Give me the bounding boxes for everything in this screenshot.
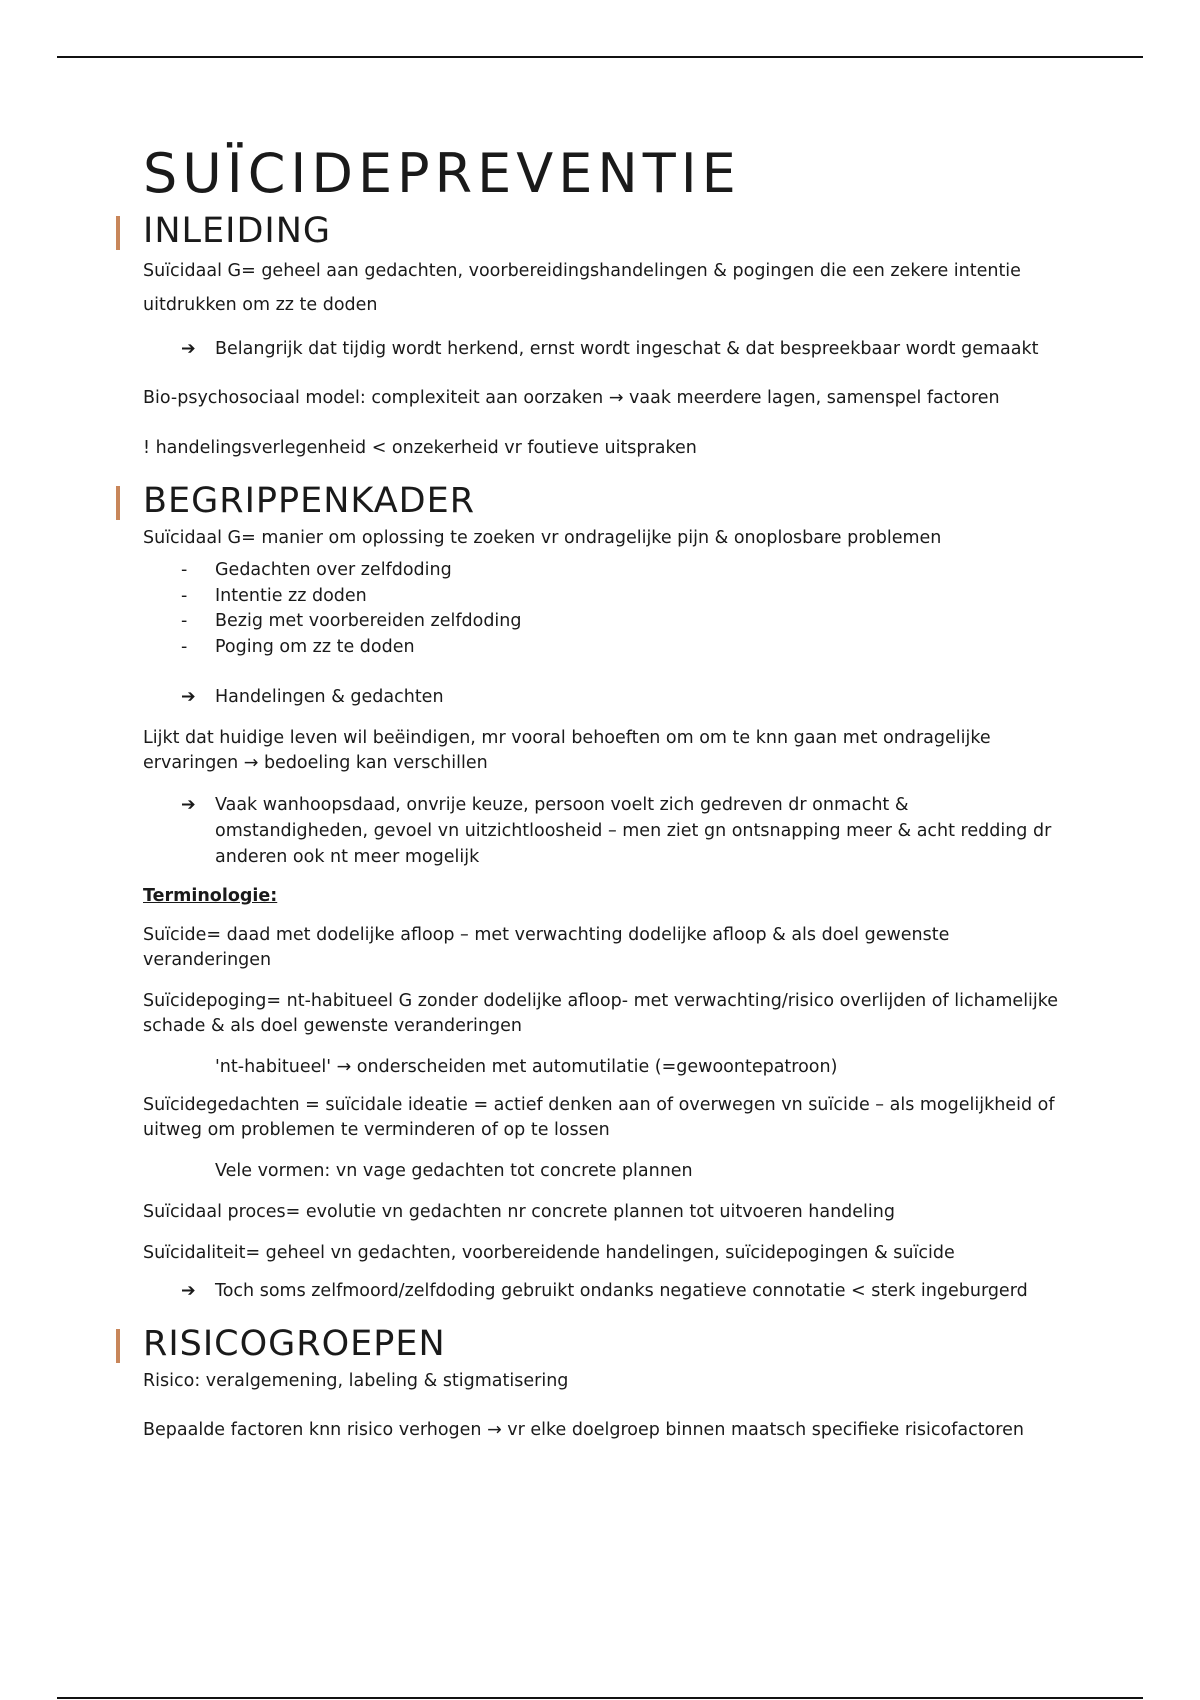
dash-icon: - — [181, 585, 188, 606]
arrow-icon: ➔ — [181, 339, 196, 359]
section-accent-bar — [116, 216, 120, 250]
paragraph: Suïcidaliteit= geheel vn gedachten, voorbereidende handelingen, suïcidepogingen & suïcide — [143, 1243, 955, 1263]
list-item — [143, 609, 1063, 635]
section-heading-risicogroepen — [143, 1321, 1063, 1367]
dash-icon: - — [181, 636, 188, 657]
paragraph: ! handelingsverlegenheid < onzekerheid vr foutieve uitspraken — [143, 438, 697, 458]
indented-note: Vele vormen: vn vage gedachten tot concrete plannen — [215, 1161, 693, 1181]
list-item — [143, 635, 1063, 661]
paragraph: Bio-psychosociaal model: complexiteit aan oorzaken → vaak meerdere lagen, samenspel factoren — [143, 388, 1000, 408]
arrow-item-text: Vaak wanhoopsdaad, onvrije keuze, persoon voelt zich gedreven dr onmacht & omstandigheden, gevoel vn uitzichtloosheid – men ziet gn ontsnapping meer & acht redding dr anderen ook nt meer mogelijk — [215, 795, 1052, 867]
document-title: SUÏCIDEPREVENTIE — [143, 142, 741, 205]
paragraph: Suïcidegedachten = suïcidale ideatie = actief denken aan of overwegen vn suïcide – als mogelijkheid of uitweg om problemen te verminderen of op te lossen — [143, 1095, 1055, 1140]
indented-note: 'nt-habitueel' → onderscheiden met automutilatie (=gewoontepatroon) — [215, 1057, 838, 1077]
list-item — [143, 558, 1063, 584]
section-heading-text: BEGRIPPENKADER — [143, 481, 476, 521]
section-heading-inleiding — [143, 208, 1063, 254]
arrow-item — [143, 1278, 1063, 1304]
arrow-icon: ➔ — [181, 795, 196, 815]
bullet-list — [143, 558, 1063, 660]
list-item — [143, 584, 1063, 610]
paragraph: Suïcidepoging= nt-habitueel G zonder dodelijke afloop- met verwachting/risico overlijden of lichamelijke schade & als doel gewenste veranderingen — [143, 991, 1059, 1036]
list-item-text: Poging om zz te doden — [215, 636, 415, 657]
section-accent-bar — [116, 486, 120, 520]
section-accent-bar — [116, 1329, 120, 1363]
arrow-item-text: Toch soms zelfmoord/zelfdoding gebruikt ondanks negatieve connotatie < sterk ingeburgerd — [215, 1281, 1028, 1301]
arrow-icon: ➔ — [181, 687, 196, 707]
arrow-item — [143, 336, 1063, 362]
paragraph: Suïcidaal G= manier om oplossing te zoeken vr ondragelijke pijn & onoplosbare problemen — [143, 528, 942, 548]
header-rule — [57, 56, 1143, 58]
footer-rule — [57, 1697, 1143, 1699]
section-heading-text: RISICOGROEPEN — [143, 1324, 446, 1364]
list-item-text: Intentie zz doden — [215, 585, 367, 606]
dash-icon: - — [181, 611, 188, 631]
section-heading-text: INLEIDING — [143, 211, 332, 251]
document-page — [143, 140, 1063, 1443]
paragraph: Risico: veralgemening, labeling & stigmatisering — [143, 1371, 569, 1391]
arrow-item — [143, 684, 1063, 710]
arrow-icon: ➔ — [181, 1281, 196, 1301]
list-item-text: Bezig met voorbereiden zelfdoding — [215, 611, 522, 631]
terminologie-heading — [143, 884, 1063, 909]
paragraph: Suïcidaal G= geheel aan gedachten, voorbereidingshandelingen & pogingen die een zekere intentie uitdrukken om zz te doden — [143, 261, 1021, 315]
paragraph: Suïcidaal proces= evolutie vn gedachten nr concrete plannen tot uitvoeren handeling — [143, 1202, 895, 1222]
paragraph: Suïcide= daad met dodelijke afloop – met verwachting dodelijke afloop & als doel gewenste veranderingen — [143, 925, 950, 970]
terminologie-label: Terminologie: — [143, 886, 278, 906]
arrow-item-text: Handelingen & gedachten — [215, 687, 444, 707]
arrow-item — [143, 792, 1063, 870]
list-item-text: Gedachten over zelfdoding — [215, 560, 452, 580]
section-heading-begrippenkader — [143, 478, 1063, 524]
paragraph: Lijkt dat huidige leven wil beëindigen, mr vooral behoeften om om te knn gaan met ondragelijke ervaringen → bedoeling kan verschillen — [143, 728, 991, 773]
dash-icon: - — [181, 560, 188, 580]
arrow-item-text: Belangrijk dat tijdig wordt herkend, ernst wordt ingeschat & dat bespreekbaar wordt gemaakt — [215, 339, 1039, 359]
paragraph: Bepaalde factoren knn risico verhogen → vr elke doelgroep binnen maatsch specifieke risicofactoren — [143, 1420, 1024, 1440]
